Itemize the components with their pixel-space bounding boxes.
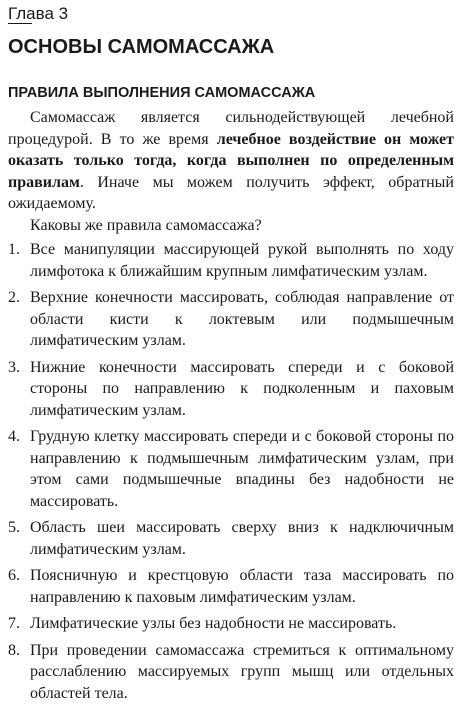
rule-item: [8, 613, 454, 635]
intro-text-part1: Самомассаж является сильнодействующей лечебной процедурой. В то же время: [8, 109, 454, 148]
body-text: [8, 107, 454, 709]
chapter-label: Глава 3: [8, 4, 69, 23]
rule-number: 2.: [8, 289, 20, 306]
intro-paragraph: [8, 107, 454, 215]
question-paragraph: Каковы же правила самомассажа?: [30, 216, 262, 234]
rule-number: 1.: [8, 241, 20, 258]
chapter-title: ОСНОВЫ САМОМАССАЖА: [8, 36, 275, 58]
rule-number: 4.: [8, 428, 20, 445]
rule-text: Верхние конечности массировать, соблюдая направление от области кисти к локтевым или подмышечным лимфатическим узлам.: [30, 289, 454, 349]
rule-number: 3.: [8, 358, 20, 376]
rule-number: 8.: [8, 641, 20, 659]
rule-text: Грудную клетку массировать спереди и с боковой стороны по направлению к подмышечным лимфатическим узлам, при этом сами подмышечные впадины без надобности не массировать.: [30, 428, 454, 510]
section-title: ПРАВИЛА ВЫПОЛНЕНИЯ САМОМАССАЖА: [8, 85, 316, 101]
rule-number: 6.: [8, 567, 20, 584]
rule-text: При проведении самомассажа стремиться к оптимальному расслаблению массируемых групп мышц или отдельных областей тела.: [30, 641, 454, 702]
rule-item: [8, 239, 454, 282]
rule-text: Поясничную и крестцовую области таза массировать по направлению к паховым лимфатическим узлам.: [30, 567, 454, 606]
rule-item: [8, 426, 454, 512]
rule-number: 5.: [8, 519, 20, 536]
rule-item: [8, 517, 454, 560]
rule-item: [8, 565, 454, 608]
rules-list: [8, 239, 454, 704]
rule-text: Лимфатические узлы без надобности не массировать.: [30, 615, 397, 632]
intro-bold-text: лечебное воздействие он может оказать только тогда, когда выполнен по определенным правилам: [8, 130, 454, 191]
rule-text: Все манипуляции массирующей рукой выполнять по ходу лимфотока к ближайшим крупным лимфатическим узлам.: [30, 241, 454, 280]
rule-item: [8, 640, 454, 705]
intro-text-part2: . Иначе мы можем получить эффект, обратный ожидаемому.: [8, 173, 454, 212]
rule-number: 7.: [8, 615, 20, 632]
rule-item: [8, 287, 454, 352]
rule-text: Нижние конечности массировать спереди и с боковой стороны по направлению к подколенным и паховым лимфатическим узлам.: [30, 358, 454, 419]
rule-text: Область шеи массировать сверху вниз к надключичным лимфатическим узлам.: [30, 519, 454, 558]
rule-item: [8, 357, 454, 422]
chapter-underline: [8, 23, 32, 24]
